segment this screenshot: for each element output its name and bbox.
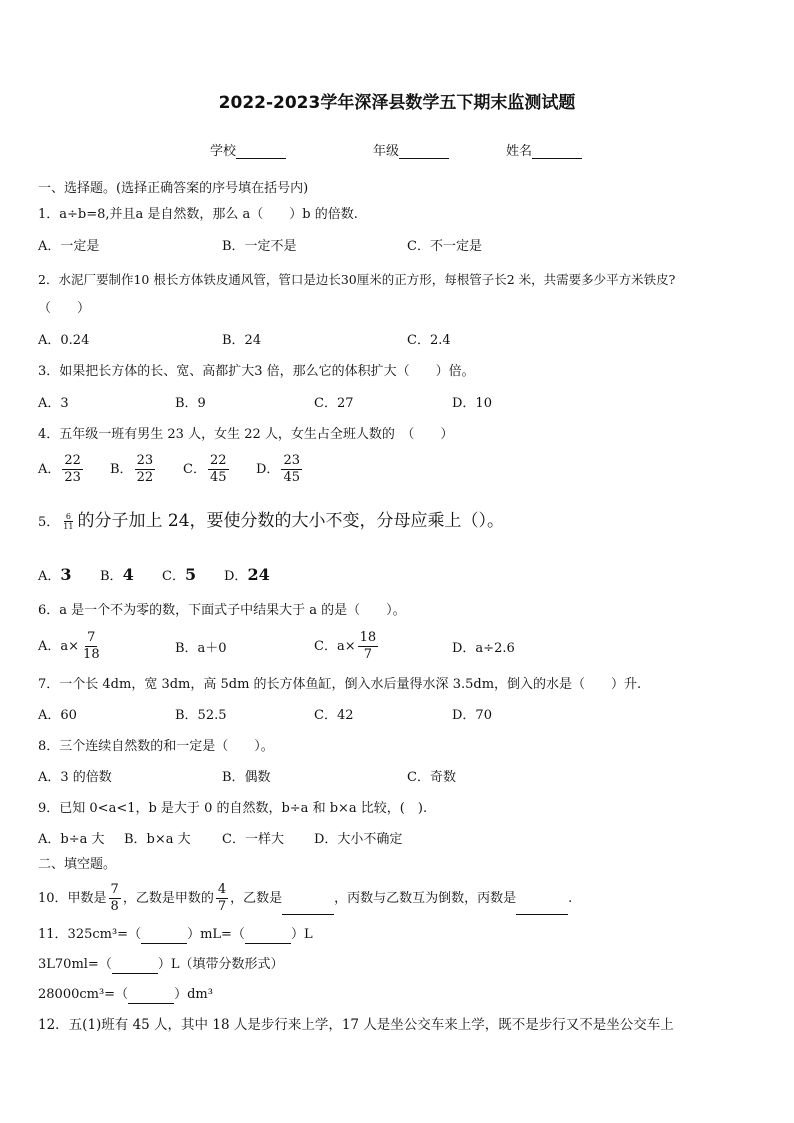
q10-fraction-2: $\frac{4}{7}$ <box>217 882 227 914</box>
q4-option-d-label: D． <box>256 462 280 477</box>
q5-option-b[interactable]: B．4 <box>100 565 134 584</box>
q6-option-c[interactable]: C．a× $\frac{18}{7}$ <box>314 630 377 662</box>
q10-fraction-1: $\frac{7}{8}$ <box>110 882 119 914</box>
grade-label: 年级 <box>373 144 400 159</box>
section-2-heading: 二、填空题。 <box>38 857 117 872</box>
section-1-heading: 一、选择题。(选择正确答案的序号填在括号内) <box>38 181 309 196</box>
q7-option-c[interactable]: C．42 <box>314 708 354 723</box>
name-label: 姓名 <box>506 144 533 159</box>
question-5 <box>38 510 504 534</box>
school-field <box>210 140 286 159</box>
q4-option-c-label: C． <box>183 462 206 477</box>
q11-blank-3[interactable] <box>112 959 158 974</box>
question-2: 2．水泥厂要制作10 根长方体铁皮通风管，管口是边长30厘米的正方形，每根管子长2 米，共需要多少平方米铁皮? <box>38 272 676 287</box>
q5-option-d[interactable]: D．24 <box>224 565 270 584</box>
question-8: 8．三个连续自然数的和一定是（ ）。 <box>38 739 274 754</box>
question-11-line-3: 28000cm³=（ ）dm³ <box>38 987 213 1002</box>
q4-option-b-label: B． <box>110 462 133 477</box>
q6-option-b[interactable]: B．a＋0 <box>175 641 227 656</box>
question-4: 4．五年级一班有男生 23 人，女生 22 人，女生占全班人数的 （ ） <box>38 427 454 442</box>
q1-option-b[interactable]: B．一定不是 <box>222 239 297 254</box>
q8-option-a[interactable]: A．3 的倍数 <box>38 770 112 785</box>
q8-option-c[interactable]: C．奇数 <box>407 770 456 785</box>
q5-fraction: $\frac{6}{11}$ <box>63 512 74 531</box>
question-1: 1．a÷b=8,并且a 是自然数，那么 a（ ）b 的倍数. <box>38 207 358 222</box>
q2-answer-paren: （ ） <box>38 301 91 316</box>
question-12: 12．五(1)班有 45 人，其中 18 人是步行来上学，17 人是坐公交车来上学，既不是步行又不是坐公交车上 <box>38 1017 674 1033</box>
q3-option-c[interactable]: C．27 <box>314 396 354 411</box>
q4-option-a-label: A． <box>38 462 61 477</box>
q3-option-a[interactable]: A．3 <box>38 396 69 411</box>
q9-option-b[interactable]: B．b×a 大 <box>124 832 191 847</box>
q10-blank-1[interactable] <box>282 900 334 915</box>
q4-option-b-fraction: $\frac{23}{22}$ <box>136 453 154 485</box>
q4-option-d[interactable] <box>256 453 304 486</box>
name-field <box>506 140 582 159</box>
q4-option-c[interactable] <box>183 453 231 486</box>
question-9: 9．已知 0<a<1，b 是大于 0 的自然数，b÷a 和 b×a 比较，( ). <box>38 801 428 816</box>
school-blank[interactable] <box>236 144 286 159</box>
q5-prefix: 5． <box>38 515 60 530</box>
q11-blank-2[interactable] <box>245 929 291 944</box>
school-label: 学校 <box>210 144 237 159</box>
q4-option-b[interactable] <box>110 453 157 486</box>
q4-option-a[interactable] <box>38 453 85 486</box>
q11-blank-1[interactable] <box>141 929 187 944</box>
q4-option-a-fraction: $\frac{22}{23}$ <box>64 453 81 485</box>
q2-option-a[interactable]: A．0.24 <box>38 333 90 348</box>
question-7: 7．一个长 4dm，宽 3dm，高 5dm 的长方体鱼缸，倒入水后量得水深 3.5dm，倒入的水是（ ）升. <box>38 677 642 692</box>
q6-option-c-fraction: $\frac{18}{7}$ <box>359 630 377 662</box>
q7-option-d[interactable]: D．70 <box>452 708 492 723</box>
q2-option-b[interactable]: B．24 <box>222 333 262 348</box>
q4-option-c-fraction: $\frac{22}{45}$ <box>209 453 227 485</box>
q7-option-a[interactable]: A．60 <box>38 708 77 723</box>
q6-option-a[interactable]: A．a× $\frac{7}{18}$ <box>38 630 100 662</box>
q5-option-a[interactable]: A．3 <box>38 565 72 584</box>
q5-text: 的分子加上 24，要使分数的大小不变，分母应乘上（）。 <box>77 511 505 531</box>
q10-blank-2[interactable] <box>516 900 568 915</box>
q6-option-d[interactable]: D．a÷2.6 <box>452 641 515 656</box>
question-11-line-1: 11．325cm³=（ ）mL=（ ）L <box>38 927 313 942</box>
q3-option-d[interactable]: D．10 <box>452 396 492 411</box>
q9-option-d[interactable]: D．大小不确定 <box>314 832 403 847</box>
q1-option-c[interactable]: C．不一定是 <box>407 239 482 254</box>
grade-blank[interactable] <box>399 144 449 159</box>
q5-option-c[interactable]: C．5 <box>162 565 197 584</box>
q8-option-b[interactable]: B．偶数 <box>222 770 271 785</box>
q1-option-a[interactable]: A．一定是 <box>38 239 100 254</box>
q6-option-a-fraction: $\frac{7}{18}$ <box>83 630 100 662</box>
question-10: 10．甲数是 $\frac{7}{8}$ ，乙数是甲数的 $\frac{4}{7}$ ，乙数是 ，丙数与乙数互为倒数，丙数是 . <box>38 882 573 914</box>
page-title: 2022-2023学年深泽县数学五下期末监测试题 <box>218 93 576 113</box>
q11-blank-4[interactable] <box>128 989 174 1004</box>
name-blank[interactable] <box>532 144 582 159</box>
question-6: 6．a 是一个不为零的数，下面式子中结果大于 a 的是（ ）。 <box>38 603 406 618</box>
q9-option-a[interactable]: A．b÷a 大 <box>38 832 105 847</box>
q4-option-d-fraction: $\frac{23}{45}$ <box>283 453 300 485</box>
q2-option-c[interactable]: C．2.4 <box>407 333 451 348</box>
q7-option-b[interactable]: B．52.5 <box>175 708 227 723</box>
q9-option-c[interactable]: C．一样大 <box>222 832 284 847</box>
question-3: 3．如果把长方体的长、宽、高都扩大3 倍，那么它的体积扩大（ ）倍。 <box>38 364 475 379</box>
q3-option-b[interactable]: B．9 <box>175 396 206 411</box>
question-11-line-2: 3L70ml=（ ）L（填带分数形式） <box>38 957 284 972</box>
grade-field <box>373 140 449 159</box>
